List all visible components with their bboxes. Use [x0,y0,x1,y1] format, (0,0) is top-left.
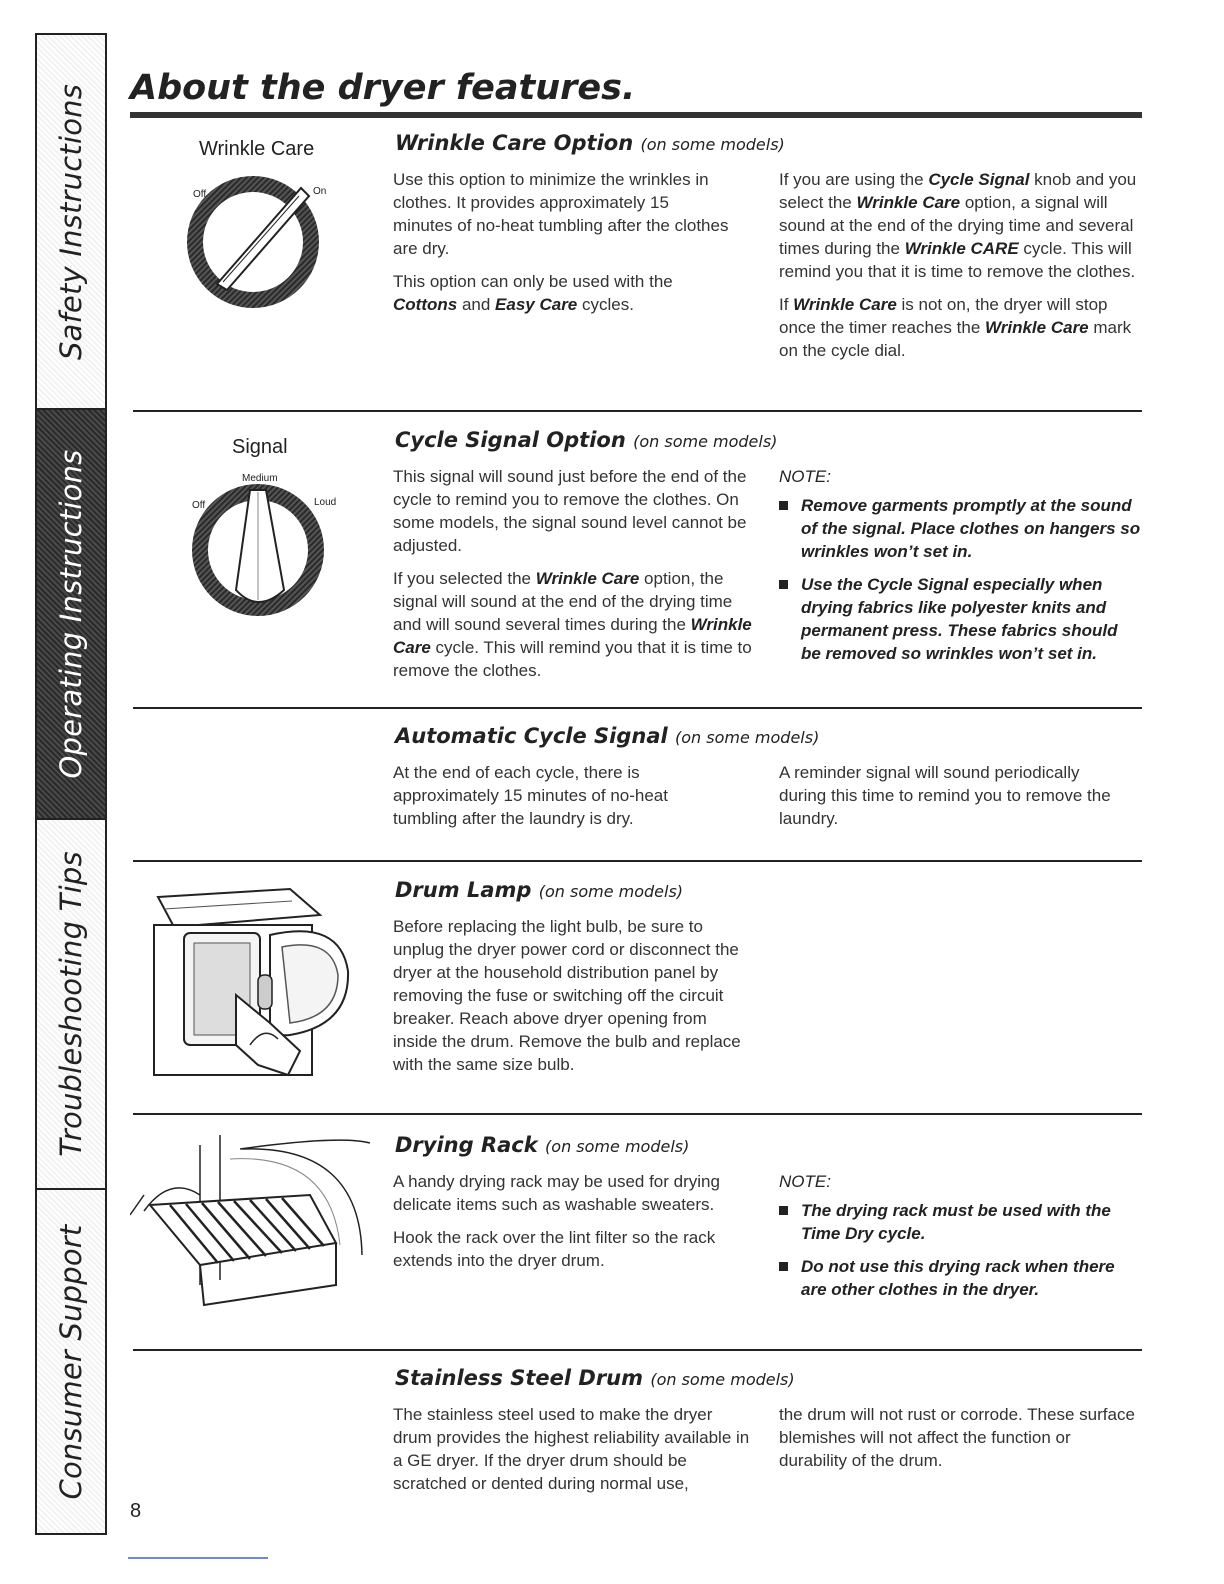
tab-label: Safety Instructions [54,83,88,360]
section-divider [133,707,1142,709]
section-divider [133,410,1142,412]
tab-label: Troubleshooting Tips [54,851,88,1157]
text: Easy Care [495,295,578,314]
cycle-signal-heading [395,428,777,452]
drum-lamp-col1: Before replacing the light bulb, be sure to unplug the dryer power cord or disconnect the dryer at the household distribution panel by removing the fuse or switching off the circuit breaker. Reach above dryer opening from inside the drum. Remove the bulb and replace with the same size bulb. [393,917,741,1074]
signal-dial-loud-label: Loud [314,497,337,508]
wrinkle-care-col1 [393,168,733,326]
heading-sub: (on some models) [545,1137,690,1156]
drying-rack-illustration [130,1135,375,1340]
paragraph [393,270,733,316]
text: If you selected the [393,569,536,588]
drying-rack-note [779,1170,1141,1311]
heading-sub: (on some models) [675,728,820,747]
note-item: Do not use this drying rack when there are other clothes in the dryer. [779,1255,1141,1301]
text: Wrinkle CARE [904,239,1019,258]
text: and [457,295,496,314]
paragraph: Use this option to minimize the wrinkles in clothes. It provides approximately 15 minutes of no-heat tumbling after the clothes are dry. [393,170,729,258]
wrinkle-dial-on-label: On [313,186,327,197]
tab-consumer-support[interactable] [37,1190,105,1533]
stainless-steel-drum-heading [395,1366,795,1390]
text: option, a signal will sound at the end of the drying time and several times during the [779,193,1134,258]
signal-dial-medium-label: Medium [242,473,278,484]
text: knob and you select the [779,170,1137,212]
text: This option can only be used with the [393,272,673,291]
tab-troubleshooting-tips[interactable] [37,820,105,1190]
dryer-drum-lamp-illustration [140,875,360,1090]
text: Cottons [393,295,458,314]
automatic-cycle-signal-heading [395,724,819,748]
drying-rack-col1 [393,1170,753,1282]
heading-text: Drying Rack [395,1133,538,1157]
tab-label: Consumer Support [54,1224,88,1499]
paragraph: A handy drying rack may be used for drying delicate items such as washable sweaters. [393,1172,720,1214]
note-item: Use the Cycle Signal especially when drying fabrics like polyester knits and permanent press. These fabrics should be removed so wrinkles won’t set in. [779,573,1141,665]
text: Wrinkle Care [856,193,961,212]
stainless-steel-drum-col1: The stainless steel used to make the dryer drum provides the highest reliability available in a GE dryer. If the dryer drum should be scratched or dented during normal use, [393,1405,750,1493]
note-list [779,494,1141,665]
text: cycle. This will remind you that it is time to remove the clothes. [393,638,752,680]
signal-dial-icon [188,480,328,620]
text: is not on, the dryer will stop once the timer reaches the [779,295,1108,337]
section-divider [133,1113,1142,1115]
section-divider [133,860,1142,862]
text: cycles. [577,295,634,314]
paragraph [779,168,1141,283]
stainless-steel-drum-col2: the drum will not rust or corrode. These surface blemishes will not affect the function or durability of the drum. [779,1405,1135,1470]
paragraph: Hook the rack over the lint filter so the rack extends into the dryer drum. [393,1228,716,1270]
page-number: 8 [130,1500,142,1522]
text: If you are using the [779,170,929,189]
text: Wrinkle Care [393,615,752,657]
cycle-signal-note [779,465,1141,675]
title-rule [130,112,1142,118]
tab-label: Operating Instructions [54,449,88,779]
paragraph [393,567,755,682]
wrinkle-care-dial-icon [183,172,323,312]
page-title: About the dryer features. [130,68,636,108]
note-label: NOTE: [779,467,831,486]
wrinkle-dial-off-label: Off [193,189,207,200]
heading-text: Drum Lamp [395,878,532,902]
note-item: The drying rack must be used with the Time Dry cycle. [779,1199,1141,1245]
paragraph [779,293,1141,362]
note-label: NOTE: [779,1172,831,1191]
signal-dial-off-label: Off [192,500,206,511]
tab-operating-instructions[interactable] [37,410,105,820]
signal-dial-label: Signal [232,436,288,458]
automatic-cycle-signal-col1: At the end of each cycle, there is approximately 15 minutes of no-heat tumbling after the laundry is dry. [393,763,668,828]
wrinkle-care-heading [395,131,785,155]
text: mark on the cycle dial. [779,318,1132,360]
automatic-cycle-signal-col2: A reminder signal will sound periodically during this time to remind you to remove the laundry. [779,763,1111,828]
heading-text: Cycle Signal Option [395,428,626,452]
heading-text: Wrinkle Care Option [395,131,634,155]
heading-sub: (on some models) [650,1370,795,1389]
text: Cycle Signal [928,170,1030,189]
heading-text: Stainless Steel Drum [395,1366,644,1390]
heading-sub: (on some models) [633,432,778,451]
text: option, the signal will sound at the end of the drying time and will sound several times during the [393,569,733,634]
text: Wrinkle Care [535,569,640,588]
wrinkle-care-col2 [779,168,1141,372]
drying-rack-heading [395,1133,689,1157]
note-list [779,1199,1141,1301]
text: Wrinkle Care [985,318,1089,337]
heading-text: Automatic Cycle Signal [395,724,668,748]
note-item: Remove garments promptly at the sound of the signal. Place clothes on hangers so wrinkles won’t set in. [779,494,1141,563]
text: If [779,295,794,314]
heading-sub: (on some models) [640,135,785,154]
text: Wrinkle Care [793,295,897,314]
text: cycle. This will remind you that it is time to remove the clothes. [779,239,1136,281]
paragraph: This signal will sound just before the end of the cycle to remind you to remove the clothes. On some models, the signal sound level cannot be adjusted. [393,467,747,555]
section-tabs [35,33,107,1535]
drum-lamp-heading [395,878,683,902]
wrinkle-dial-label: Wrinkle Care [199,138,315,160]
heading-sub: (on some models) [538,882,684,901]
section-divider [133,1349,1142,1351]
cycle-signal-col1 [393,465,755,692]
tab-safety-instructions[interactable] [37,35,105,410]
footer-link-underline [128,1557,268,1559]
